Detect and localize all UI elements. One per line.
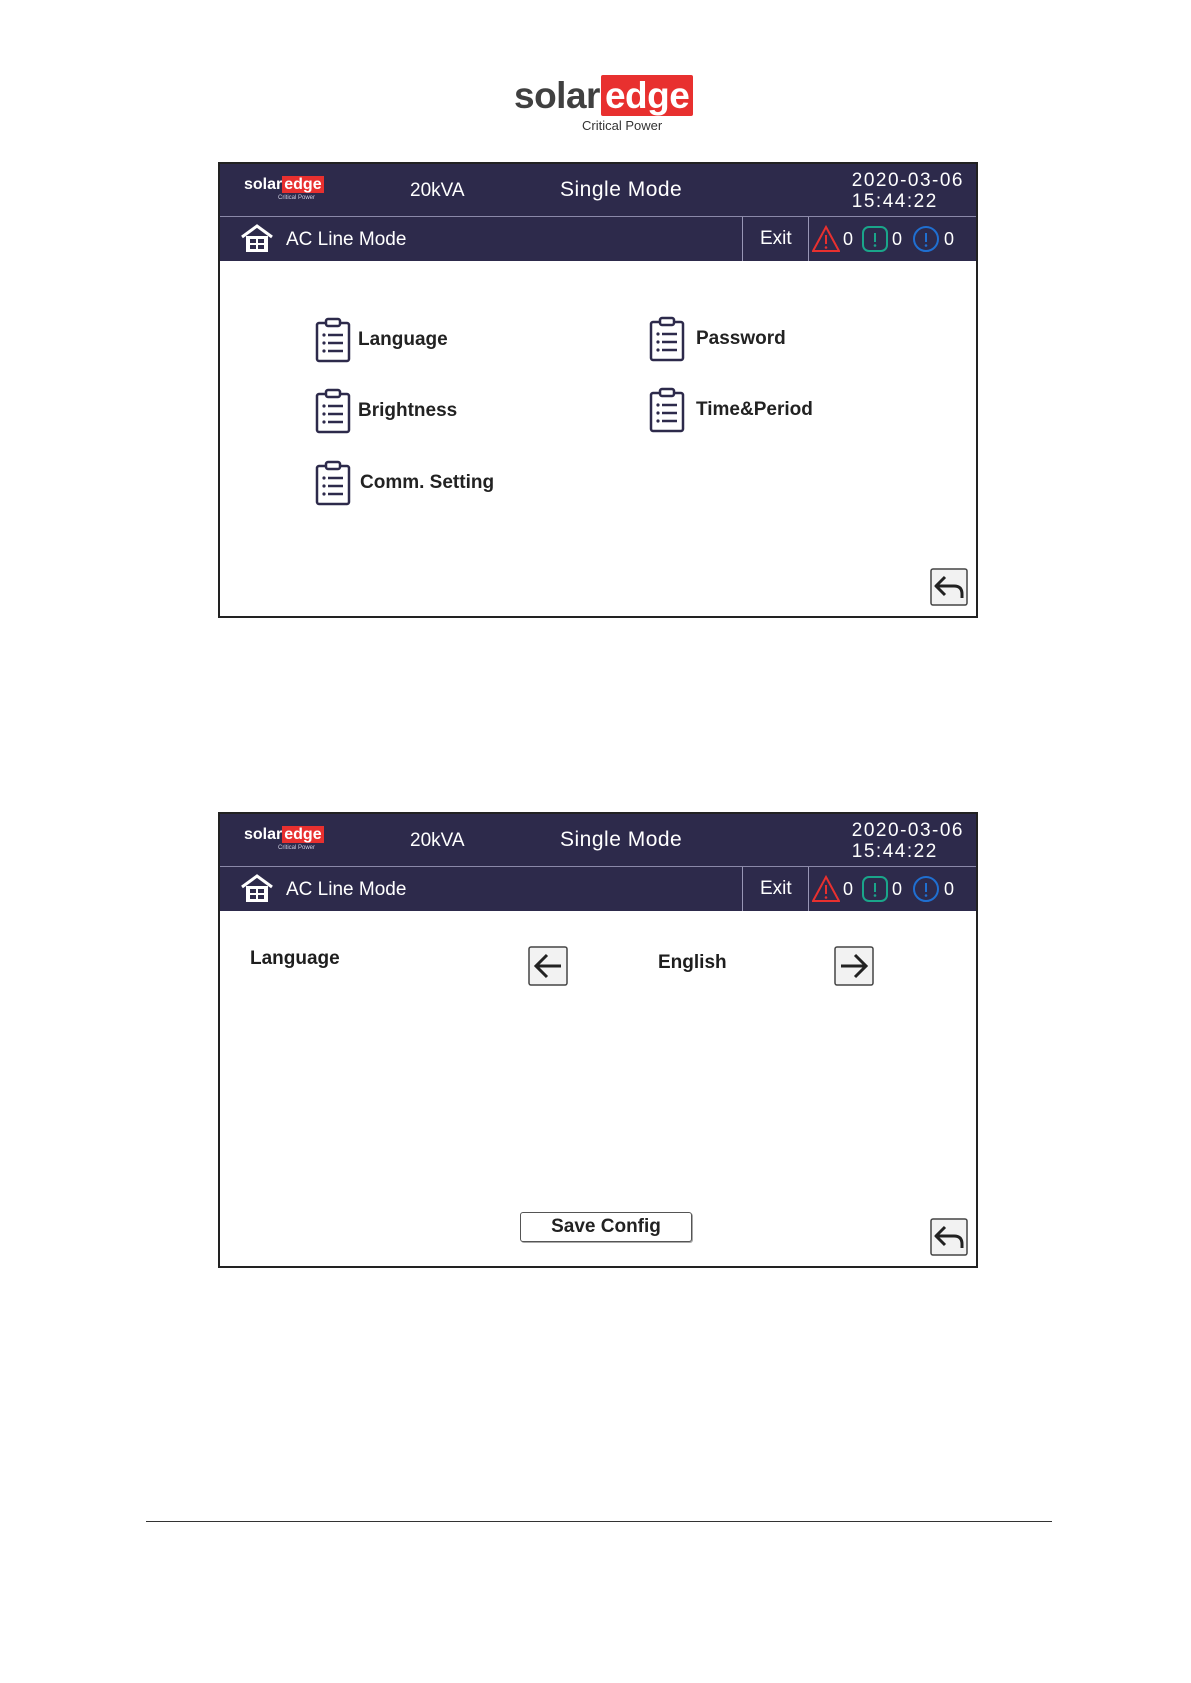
date-text: 2020-03-06 <box>851 820 964 841</box>
time-text: 15:44:22 <box>851 191 938 212</box>
device-header <box>220 814 976 867</box>
home-icon[interactable] <box>240 224 274 254</box>
warning-count: 0 <box>843 229 854 249</box>
divider <box>808 867 809 911</box>
divider <box>742 867 743 911</box>
menu-item-label: Password <box>696 328 786 349</box>
menu-item-label: Time&Period <box>696 399 813 420</box>
home-icon[interactable] <box>240 874 274 904</box>
clipboard-list-icon <box>648 316 686 362</box>
date-text: 2020-03-06 <box>851 170 964 191</box>
logo-subtitle: Critical Power <box>582 118 663 133</box>
logo-edge-text: edge <box>601 75 693 116</box>
back-arrow-icon[interactable] <box>930 1218 968 1256</box>
exit-button[interactable]: Exit <box>760 228 792 249</box>
arrow-left-icon[interactable] <box>528 946 568 986</box>
info-square-icon[interactable] <box>861 225 889 253</box>
menu-item-label: Comm. Setting <box>360 472 495 493</box>
status-title: AC Line Mode <box>286 879 407 900</box>
warning-triangle-icon[interactable] <box>812 225 840 253</box>
info-count: 0 <box>892 229 903 249</box>
date-time <box>852 820 964 862</box>
footer-divider <box>146 1521 1052 1522</box>
warning-count: 0 <box>843 879 854 899</box>
notice-count: 0 <box>944 229 955 249</box>
device-logo-solar: solar <box>244 826 283 843</box>
info-square-icon[interactable] <box>861 875 889 903</box>
info-circle-icon[interactable] <box>912 225 940 253</box>
device-logo-subtitle: Critical Power <box>278 195 316 201</box>
exit-button[interactable]: Exit <box>760 878 792 899</box>
logo-solar-text: solar <box>514 75 600 116</box>
divider <box>808 217 809 261</box>
notice-count: 0 <box>944 879 955 899</box>
operating-mode: Single Mode <box>560 828 683 851</box>
operating-mode: Single Mode <box>560 178 683 201</box>
power-rating: 20kVA <box>410 180 465 201</box>
status-bar <box>220 217 976 261</box>
clipboard-list-icon <box>314 317 352 363</box>
device-logo-subtitle: Critical Power <box>278 845 316 851</box>
device-header <box>220 164 976 217</box>
menu-item-label: Brightness <box>358 400 458 421</box>
warning-triangle-icon[interactable] <box>812 875 840 903</box>
language-setting-label: Language <box>250 948 340 969</box>
power-rating: 20kVA <box>410 830 465 851</box>
device-logo-edge: edge <box>284 176 322 193</box>
clipboard-list-icon <box>648 387 686 433</box>
device-logo <box>244 176 334 206</box>
device-logo <box>244 826 334 856</box>
save-config-button[interactable]: Save Config <box>520 1212 692 1242</box>
date-time <box>852 170 964 212</box>
arrow-right-icon[interactable] <box>834 946 874 986</box>
language-value: English <box>658 952 727 973</box>
settings-menu-screen <box>218 162 978 618</box>
info-circle-icon[interactable] <box>912 875 940 903</box>
menu-item-label: Language <box>358 329 448 350</box>
back-arrow-icon[interactable] <box>930 568 968 606</box>
info-count: 0 <box>892 879 903 899</box>
time-text: 15:44:22 <box>851 841 938 862</box>
divider <box>742 217 743 261</box>
device-logo-solar: solar <box>244 176 283 193</box>
clipboard-list-icon <box>314 388 352 434</box>
page-logo <box>514 74 690 136</box>
status-bar <box>220 867 976 911</box>
language-settings-screen <box>218 812 978 1268</box>
clipboard-list-icon <box>314 460 352 506</box>
device-logo-edge: edge <box>284 826 322 843</box>
status-title: AC Line Mode <box>286 229 407 250</box>
